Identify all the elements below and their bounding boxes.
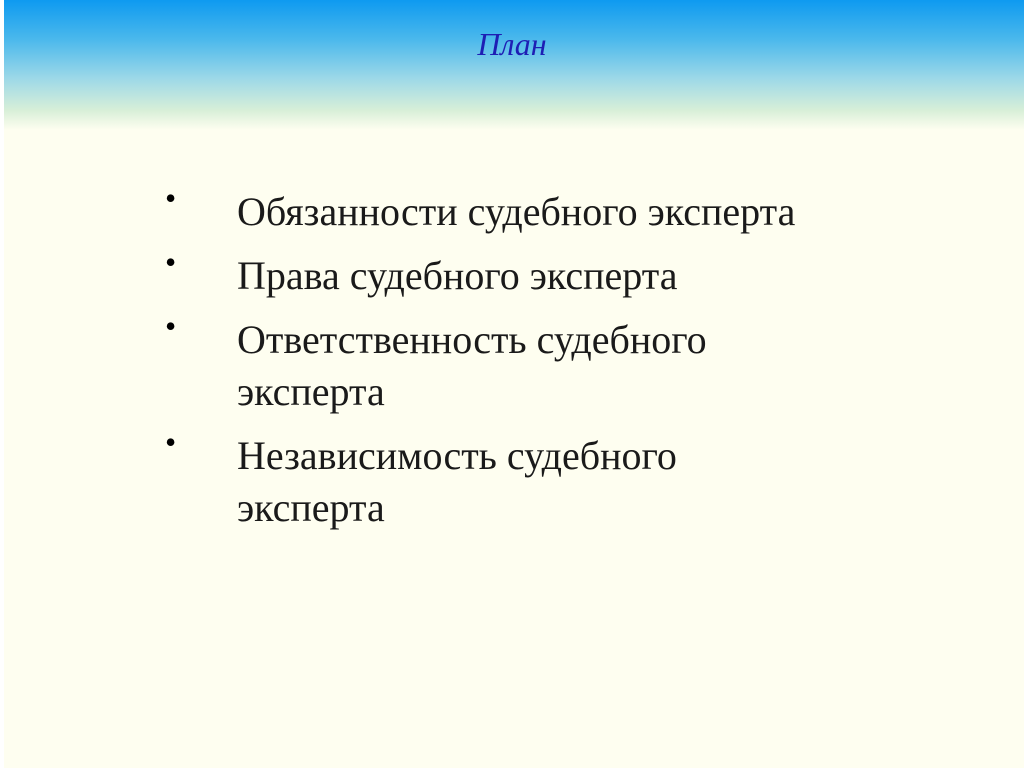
bullet-list [165, 180, 925, 546]
slide-title: План [477, 26, 547, 62]
list-item-text: Права судебного эксперта [237, 253, 678, 298]
list-item [165, 244, 925, 302]
list-item [165, 424, 925, 534]
list-item [165, 308, 925, 418]
bullet-icon: • [165, 308, 177, 344]
header-gradient-band [0, 0, 1024, 130]
slide-left-edge [0, 0, 4, 768]
list-item-text: Ответственность судебного эксперта [237, 317, 707, 414]
bullet-icon: • [165, 180, 177, 216]
list-item-text: Независимость судебного эксперта [237, 433, 677, 530]
bullet-icon: • [165, 244, 177, 280]
list-item-text: Обязанности судебного эксперта [237, 189, 796, 234]
bullet-icon: • [165, 424, 177, 460]
list-item [165, 180, 925, 238]
